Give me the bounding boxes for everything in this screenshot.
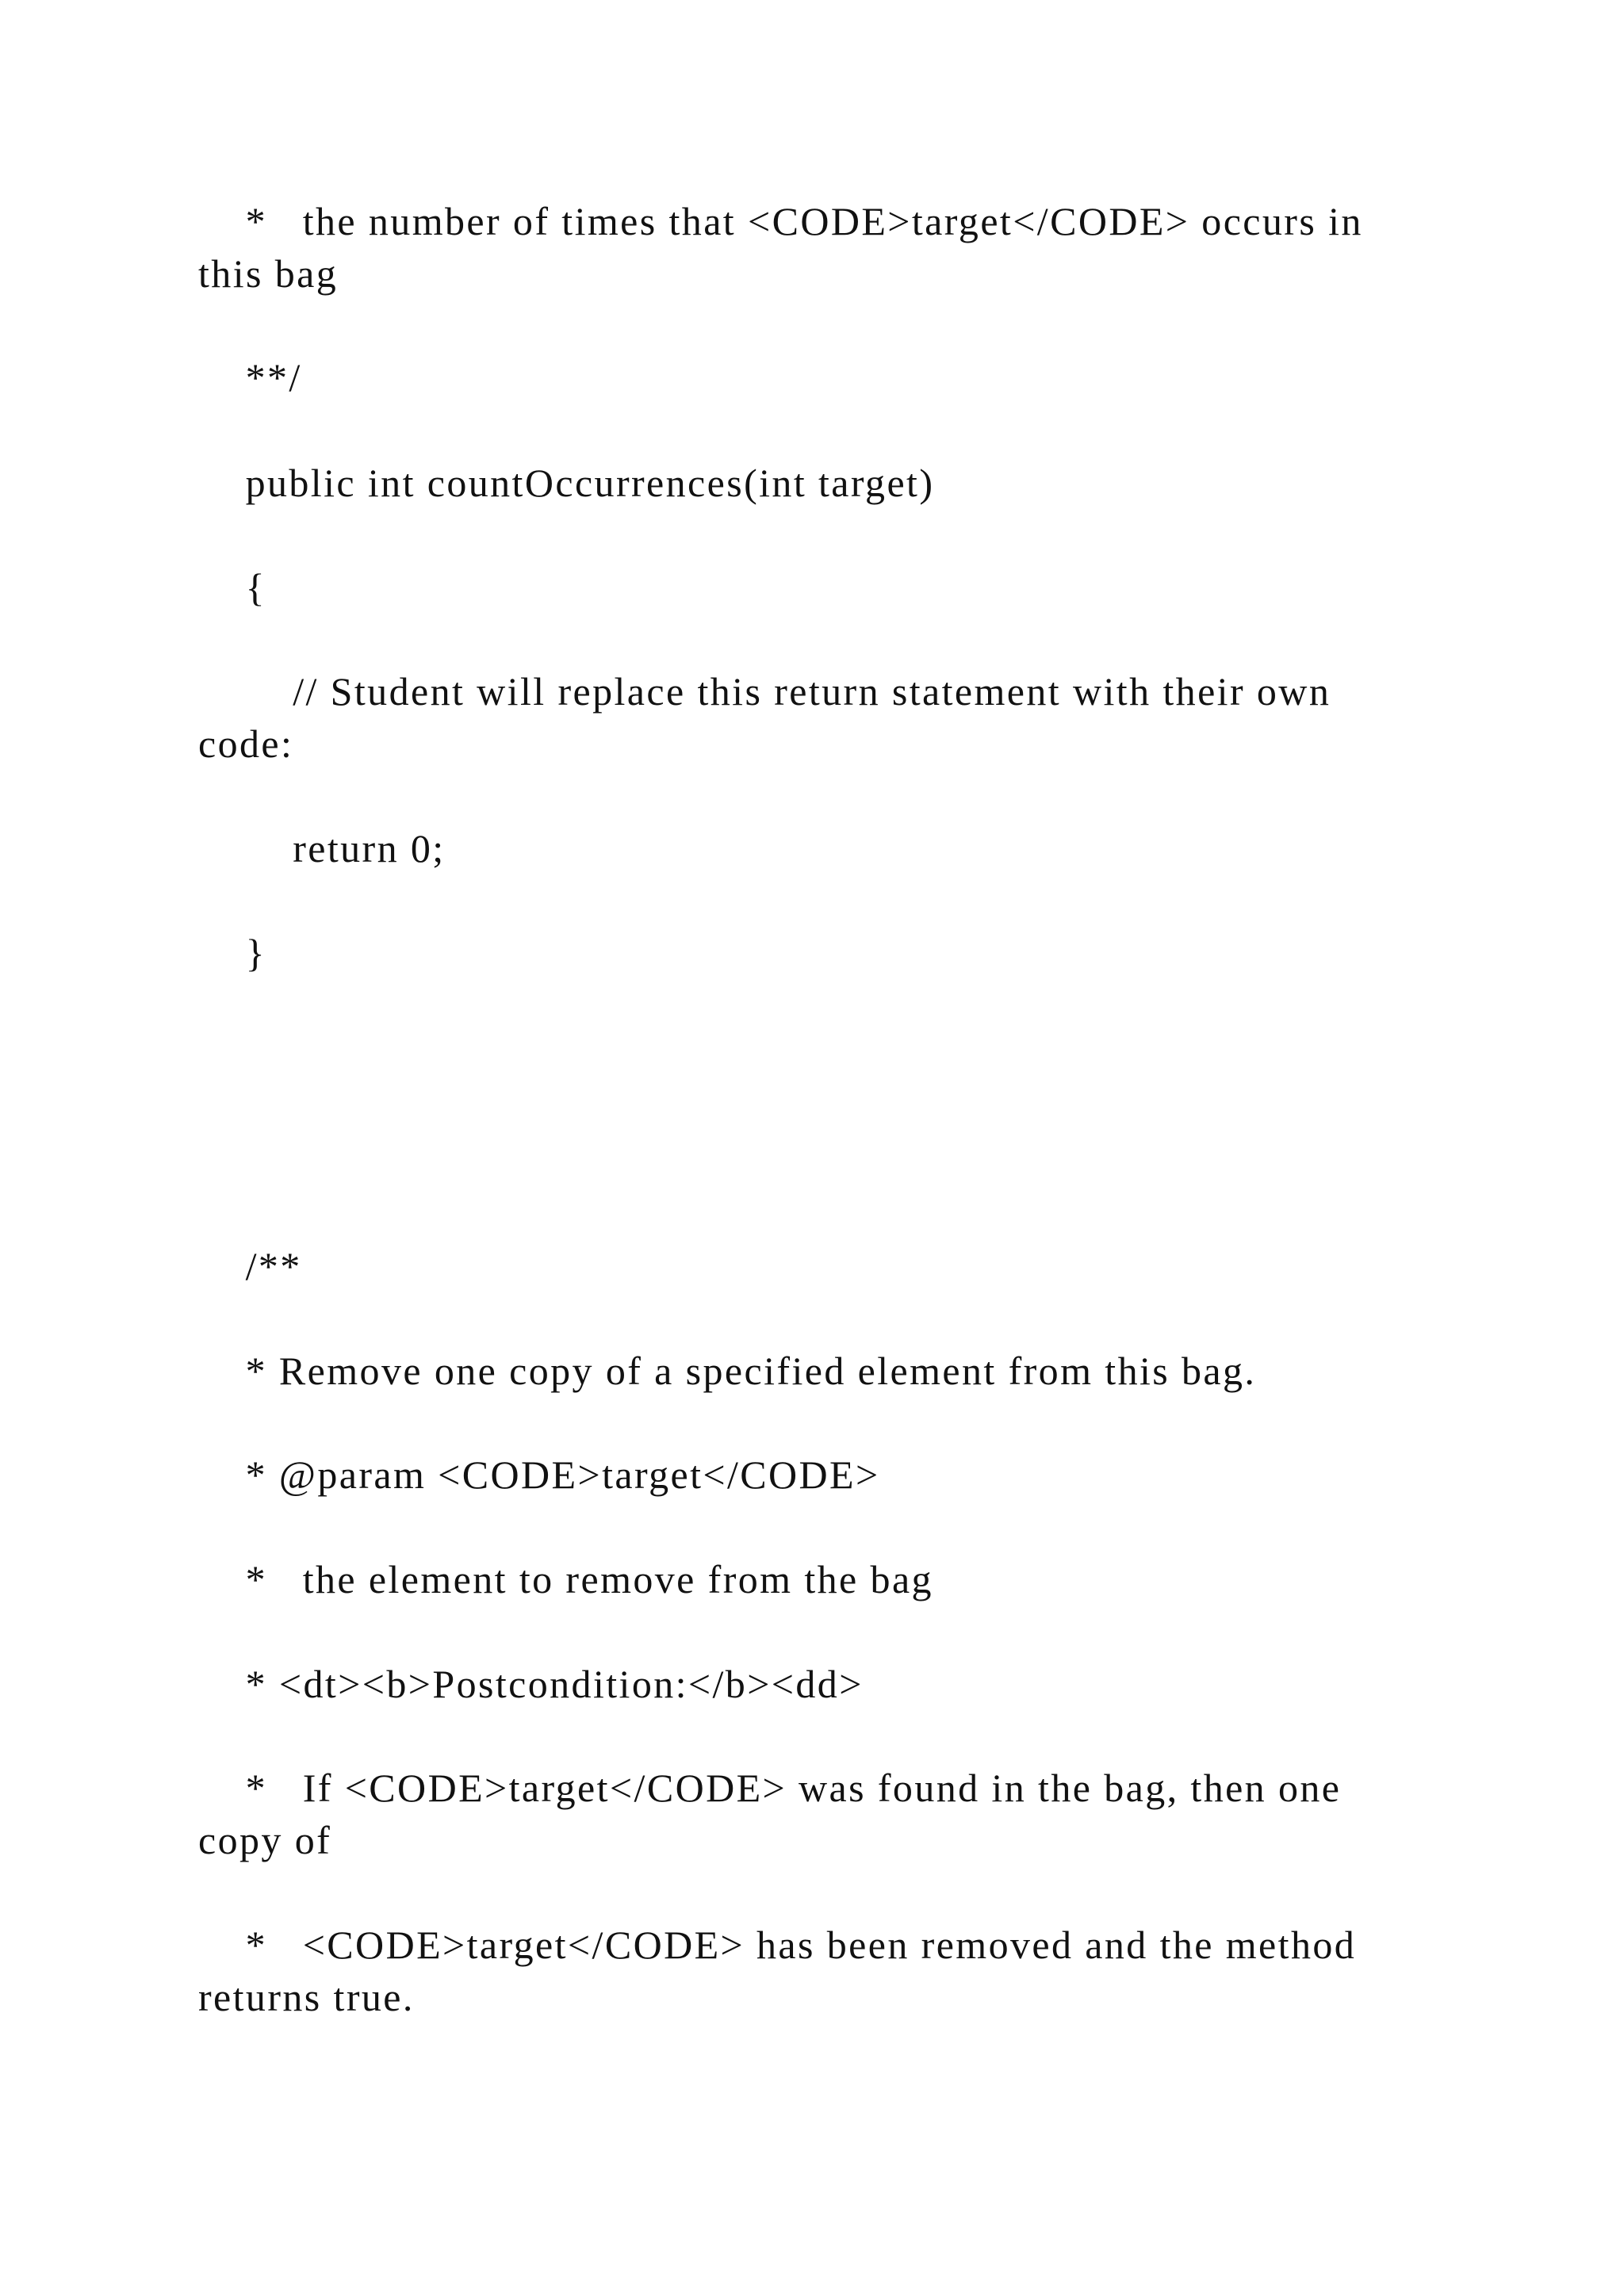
text-line: {: [198, 565, 267, 610]
text-line: **/: [198, 355, 302, 400]
text-line: }: [198, 931, 267, 975]
text-line: * Remove one copy of a specified element from this bag.: [198, 1349, 1257, 1393]
text-line: * <dt><b>Postcondition:</b><dd>: [198, 1662, 864, 1706]
text-line: return 0;: [198, 826, 446, 871]
text-line: * <CODE>target</CODE> has been removed and the method returns true.: [198, 1923, 1369, 2019]
text-line: * the element to remove from the bag: [198, 1557, 933, 1601]
text-line: * @param <CODE>target</CODE>: [198, 1452, 880, 1497]
text-line: // Student will replace this return statement with their own code:: [198, 669, 1343, 766]
text-line: * If <CODE>target</CODE> was found in the bag, then one copy of: [198, 1766, 1354, 1862]
text-line: public int countOccurrences(int target): [198, 461, 935, 505]
text-line: * the number of times that <CODE>target</CODE> occurs in this bag: [198, 199, 1375, 296]
text-line: /**: [198, 1244, 302, 1288]
